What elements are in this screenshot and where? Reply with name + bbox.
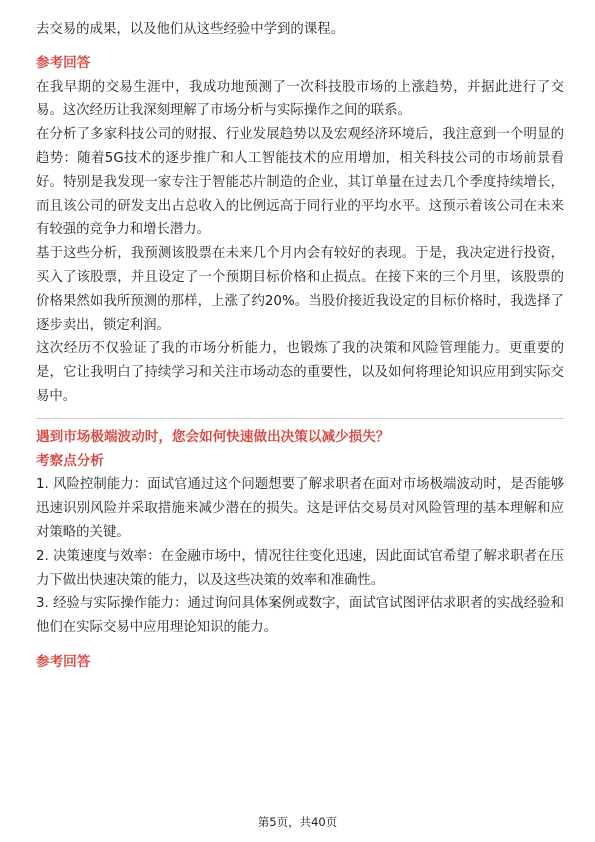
answer1-paragraph-4: 这次经历不仅验证了我的市场分析能力，也锻炼了我的决策和风险管理能力。更重要的是，它让我明白了持续学习和关注市场动态的重要性，以及如何将理论知识应用到实际交易中。 (36, 341, 564, 404)
answer1-paragraph-3: 基于这些分析，我预测该股票在未来几个月内会有较好的表现。于是，我决定进行投资，买入了该股票，并且设定了一个预期目标价格和止损点。在接下来的三个月里，该股票的价格果然如我所预测的那样，上涨了约20%。当股价接近我设定的目标价格时，我选择了逐步卖出，锁定利润。 (36, 246, 564, 333)
analysis-point-2: 2. 决策速度与效率：在金融市场中，情况往往变化迅速，因此面试官希望了解求职者在压力下做出快速决策的能力，以及这些决策的效率和准确性。 (36, 548, 564, 588)
answer1-label: 参考回答 (36, 54, 91, 71)
answer2-label: 参考回答 (36, 653, 91, 670)
intro-tail-paragraph: 去交易的成果，以及他们从这些经验中学到的课程。 (36, 22, 344, 37)
document-page (36, 18, 564, 675)
answer1-paragraph-2: 在分析了多家科技公司的财报、行业发展趋势以及宏观经济环境后，我注意到一个明显的趋势：随着5G技术的逐步推广和人工智能技术的应用增加，相关科技公司的市场前景看好。特别是我发现一家专注于智能芯片制造的企业，其订单量在过去几个季度持续增长，而且该公司的研发支出占总收入的比例远高于同行业的平均水平。这预示着该公司在未来有较强的竞争力和增长潜力。 (36, 127, 564, 238)
answer1-paragraph-1: 在我早期的交易生涯中，我成功地预测了一次科技股市场的上涨趋势，并据此进行了交易。这次经历让我深刻理解了市场分析与实际操作之间的联系。 (36, 79, 564, 119)
analysis-point-1: 1. 风险控制能力：面试官通过这个问题想要了解求职者在面对市场极端波动时，是否能够迅速识别风险并采取措施来减少潜在的损失。这是评估交易员对风险管理的基本理解和应对策略的关键。 (36, 477, 564, 540)
question-heading: 遇到市场极端波动时，您会如何快速做出决策以减少损失？ (36, 428, 390, 445)
analysis-label: 考察点分析 (36, 452, 104, 469)
page-number: 第5页，共40页 (257, 815, 338, 829)
section-divider (36, 418, 564, 419)
analysis-point-3: 3. 经验与实际操作能力：通过询问具体案例或数字，面试官试图评估求职者的实战经验和他们在实际交易中应用理论知识的能力。 (36, 596, 564, 636)
